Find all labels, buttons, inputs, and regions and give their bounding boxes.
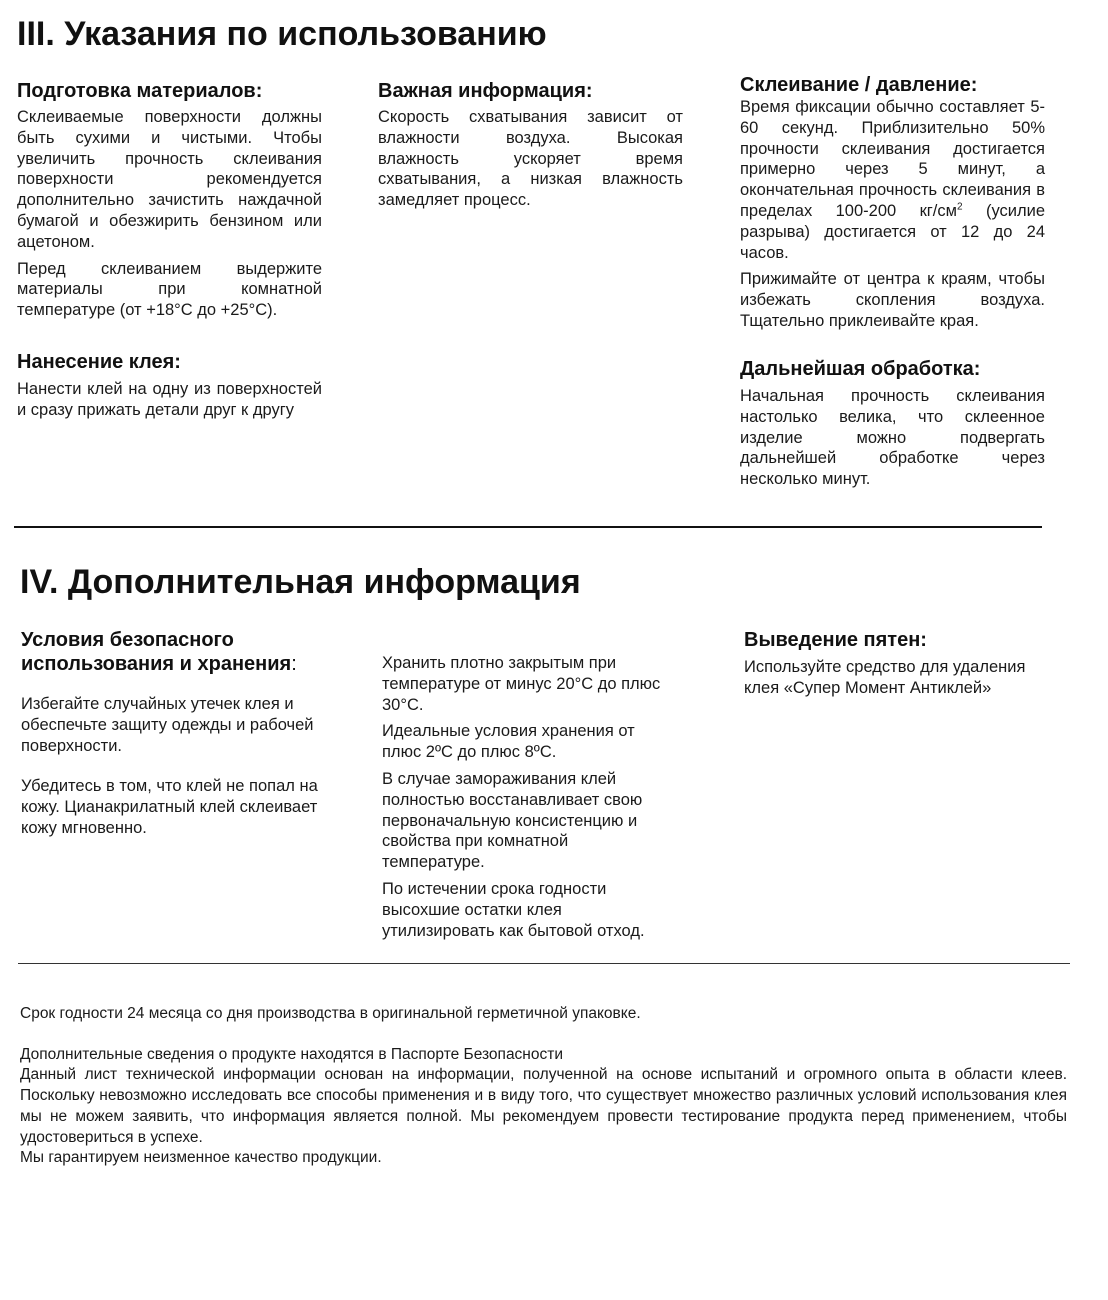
apply-paragraph: Нанести клей на одну из поверхностей и сразу прижать детали друг к другу: [17, 380, 322, 419]
section-4-title: IV. Дополнительная информация: [20, 563, 581, 601]
storage-paragraph-4: По истечении срока годности высохшие остатки клея утилизировать как бытовой отход.: [382, 879, 645, 940]
storage-paragraph-3: В случае замораживания клей полностью восстанавливает свою первоначальную консистенцию и свойства при комнатной температуре.: [382, 769, 643, 872]
further-paragraph: Начальная прочность склеивания настолько велика, что склеенное изделие можно подвергать дальнейшей обработке через несколько минут.: [740, 387, 1045, 489]
storage-block: [382, 653, 672, 941]
safety-paragraph-1: Избегайте случайных утечек клея и обеспечьте защиту одежды и рабочей поверхности.: [21, 695, 314, 755]
apply-block: [17, 350, 322, 421]
bonding-text-before: Время фиксации обычно составляет 5-60 секунд. Приблизительно 50% прочности склеивания достигается примерно через 5 минут, а окончательная прочность склеивания в пределах 100-200 кг/см: [740, 98, 1045, 220]
bonding-superscript: 2: [957, 201, 963, 213]
stains-title: Выведение пятен:: [744, 629, 927, 651]
sds-text: Дополнительные сведения о продукте находятся в Паспорте Безопасности: [20, 1045, 563, 1063]
bonding-paragraph-1: [740, 97, 1045, 263]
guarantee-text: Мы гарантируем неизменное качество продукции.: [20, 1149, 382, 1167]
important-paragraph: Скорость схватывания зависит от влажности воздуха. Высокая влажность ускоряет время схватывания, а низкая влажность замедляет процесс.: [378, 108, 683, 210]
bonding-block: [740, 73, 1045, 332]
prep-title: Подготовка материалов:: [17, 80, 263, 102]
footer-divider: [18, 963, 1070, 964]
bonding-title: Склеивание / давление:: [740, 74, 978, 96]
safety-title-suffix: :: [291, 653, 297, 675]
safety-block: [21, 628, 326, 839]
prep-block: [17, 79, 322, 321]
section-3-title: III. Указания по использованию: [17, 15, 547, 53]
shelf-life-text: Срок годности 24 месяца со дня производства в оригинальной герметичной упаковке.: [20, 1005, 641, 1022]
safety-paragraph-2: Убедитесь в том, что клей не попал на кожу. Цианакрилатный клей склеивает кожу мгновенно.: [21, 777, 318, 837]
stains-paragraph: Используйте средство для удаления клея «Супер Момент Антиклей»: [744, 658, 1026, 697]
safety-title-text: Условия безопасного использования и хранения: [21, 629, 292, 675]
disclaimer-text: Данный лист технической информации основан на информации, полученной на основе испытаний и огромного опыта в области клеев. Поскольку невозможно исследовать все способы применения и в виду того, что существует множество различных условий использования клея мы не можем заявить, что информация является полной. Мы рекомендуем провести тестирование продукта перед применением, чтобы удостовериться в успехе.: [20, 1066, 1067, 1146]
bonding-paragraph-2: Прижимайте от центра к краям, чтобы избежать скопления воздуха. Тщательно приклеивайте края.: [740, 270, 1045, 330]
safety-title: [21, 628, 326, 676]
bonding-text-after: (усилие разрыва) достигается от 12 до 24 часов.: [740, 201, 1046, 262]
storage-paragraph-2: Идеальные условия хранения от плюс 2ºC до плюс 8ºC.: [382, 722, 635, 762]
stains-block: [744, 628, 1044, 699]
important-title: Важная информация:: [378, 80, 593, 102]
prep-paragraph-2: Перед склеиванием выдержите материалы при комнатной температуре (от +18°C до +25°C).: [17, 259, 322, 320]
section-divider: [14, 526, 1042, 528]
storage-paragraph-1: Хранить плотно закрытым при температуре от минус 20°C до плюс 30°C.: [382, 654, 661, 714]
further-title: Дальнейшая обработка:: [740, 358, 981, 380]
apply-title: Нанесение клея:: [17, 351, 181, 373]
prep-paragraph-1: Склеиваемые поверхности должны быть сухими и чистыми. Чтобы увеличить прочность склеивания поверхности рекомендуется дополнительно зачистить наждачной бумагой и обезжирить бензином или ацетоном.: [17, 108, 322, 251]
footer: [20, 1004, 1067, 1169]
important-block: [378, 79, 683, 211]
further-block: [740, 357, 1045, 490]
